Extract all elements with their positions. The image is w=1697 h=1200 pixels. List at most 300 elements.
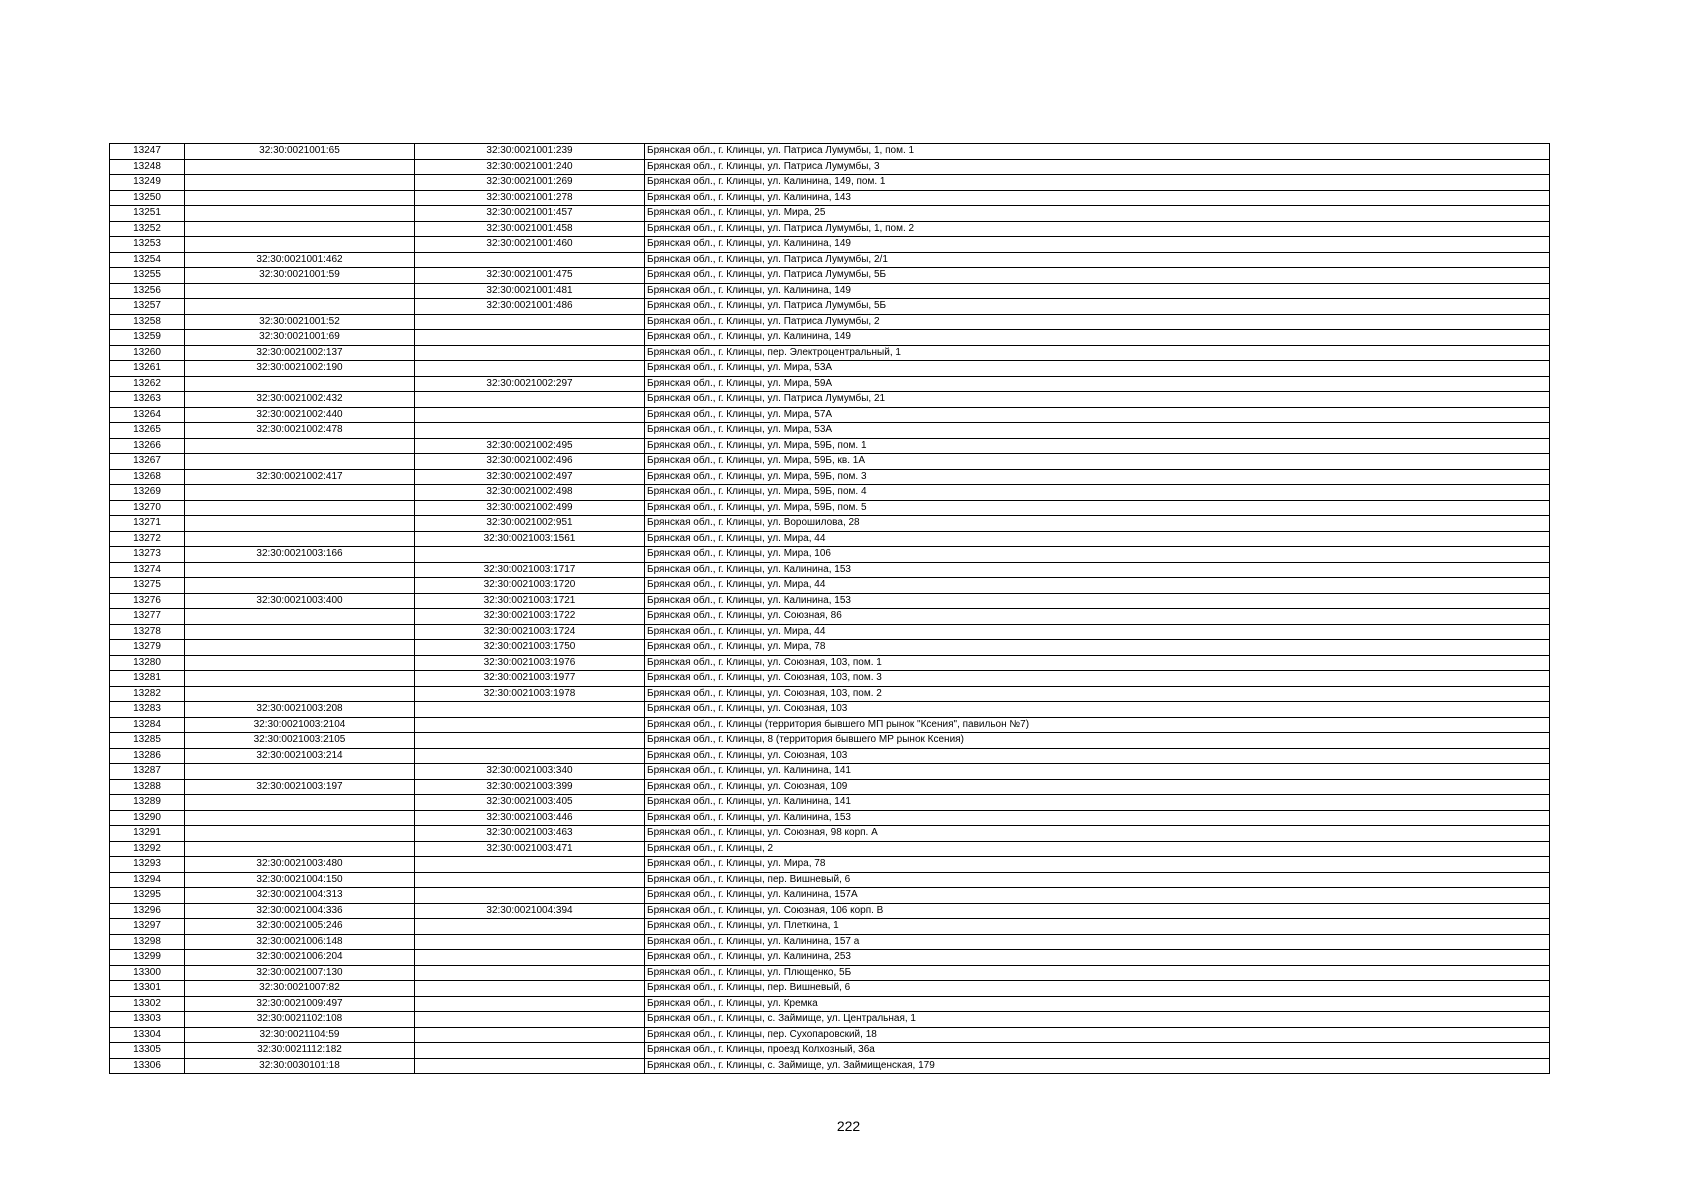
table-row xyxy=(110,500,1550,516)
row-number-cell: 13251 xyxy=(110,206,185,222)
table-row xyxy=(110,175,1550,191)
table-row xyxy=(110,702,1550,718)
object-cadastral-number-cell: 32:30:0021001:475 xyxy=(415,268,645,284)
table-row xyxy=(110,671,1550,687)
object-cadastral-number-cell: 32:30:0021003:399 xyxy=(415,779,645,795)
object-cadastral-number-cell xyxy=(415,996,645,1012)
address-cell: Брянская обл., г. Клинцы, ул. Мира, 59А xyxy=(645,376,1550,392)
cadastral-number-cell xyxy=(185,810,415,826)
row-number-cell: 13247 xyxy=(110,144,185,160)
address-cell: Брянская обл., г. Клинцы, ул. Мира, 106 xyxy=(645,547,1550,563)
cadastral-number-cell xyxy=(185,221,415,237)
table-row xyxy=(110,469,1550,485)
object-cadastral-number-cell xyxy=(415,888,645,904)
object-cadastral-number-cell: 32:30:0021003:1750 xyxy=(415,640,645,656)
address-cell: Брянская обл., г. Клинцы, ул. Калинина, 153 xyxy=(645,810,1550,826)
cadastral-number-cell: 32:30:0021001:52 xyxy=(185,314,415,330)
address-cell: Брянская обл., г. Клинцы, ул. Калинина, 157 а xyxy=(645,934,1550,950)
table-row xyxy=(110,144,1550,160)
cadastral-number-cell xyxy=(185,671,415,687)
table-row xyxy=(110,686,1550,702)
cadastral-number-cell xyxy=(185,485,415,501)
address-cell: Брянская обл., г. Клинцы, ул. Патриса Лумумбы, 2/1 xyxy=(645,252,1550,268)
address-cell: Брянская обл., г. Клинцы, ул. Мира, 59Б, кв. 1А xyxy=(645,454,1550,470)
cadastral-number-cell xyxy=(185,500,415,516)
object-cadastral-number-cell xyxy=(415,330,645,346)
cadastral-number-cell xyxy=(185,795,415,811)
cadastral-number-cell: 32:30:0021003:2105 xyxy=(185,733,415,749)
table-row xyxy=(110,252,1550,268)
row-number-cell: 13300 xyxy=(110,965,185,981)
cadastral-number-cell xyxy=(185,516,415,532)
cadastral-number-cell: 32:30:0021004:150 xyxy=(185,872,415,888)
object-cadastral-number-cell: 32:30:0021001:457 xyxy=(415,206,645,222)
row-number-cell: 13264 xyxy=(110,407,185,423)
cadastral-number-cell: 32:30:0021003:197 xyxy=(185,779,415,795)
cadastral-number-cell: 32:30:0021006:148 xyxy=(185,934,415,950)
object-cadastral-number-cell xyxy=(415,950,645,966)
object-cadastral-number-cell: 32:30:0021002:498 xyxy=(415,485,645,501)
address-cell: Брянская обл., г. Клинцы, ул. Мира, 44 xyxy=(645,578,1550,594)
object-cadastral-number-cell xyxy=(415,934,645,950)
row-number-cell: 13283 xyxy=(110,702,185,718)
table-row xyxy=(110,640,1550,656)
object-cadastral-number-cell xyxy=(415,748,645,764)
row-number-cell: 13285 xyxy=(110,733,185,749)
cadastral-number-cell: 32:30:0021004:313 xyxy=(185,888,415,904)
object-cadastral-number-cell xyxy=(415,981,645,997)
row-number-cell: 13282 xyxy=(110,686,185,702)
table-row xyxy=(110,810,1550,826)
row-number-cell: 13269 xyxy=(110,485,185,501)
object-cadastral-number-cell: 32:30:0021003:1561 xyxy=(415,531,645,547)
address-cell: Брянская обл., г. Клинцы (территория бывшего МП рынок "Ксения", павильон №7) xyxy=(645,717,1550,733)
row-number-cell: 13294 xyxy=(110,872,185,888)
object-cadastral-number-cell: 32:30:0021003:1722 xyxy=(415,609,645,625)
address-cell: Брянская обл., г. Клинцы, ул. Союзная, 109 xyxy=(645,779,1550,795)
cadastral-number-cell xyxy=(185,624,415,640)
object-cadastral-number-cell: 32:30:0021003:1724 xyxy=(415,624,645,640)
address-cell: Брянская обл., г. Клинцы, ул. Патриса Лумумбы, 1, пом. 1 xyxy=(645,144,1550,160)
row-number-cell: 13291 xyxy=(110,826,185,842)
address-cell: Брянская обл., г. Клинцы, ул. Патриса Лумумбы, 5Б xyxy=(645,299,1550,315)
row-number-cell: 13287 xyxy=(110,764,185,780)
cadastral-number-cell: 32:30:0021003:400 xyxy=(185,593,415,609)
row-number-cell: 13271 xyxy=(110,516,185,532)
address-cell: Брянская обл., г. Клинцы, ул. Калинина, 141 xyxy=(645,764,1550,780)
object-cadastral-number-cell xyxy=(415,1012,645,1028)
cadastral-number-cell: 32:30:0021002:190 xyxy=(185,361,415,377)
row-number-cell: 13255 xyxy=(110,268,185,284)
object-cadastral-number-cell: 32:30:0021001:486 xyxy=(415,299,645,315)
cadastral-number-cell xyxy=(185,841,415,857)
row-number-cell: 13273 xyxy=(110,547,185,563)
row-number-cell: 13260 xyxy=(110,345,185,361)
address-cell: Брянская обл., г. Клинцы, пер. Сухопаровский, 18 xyxy=(645,1027,1550,1043)
object-cadastral-number-cell: 32:30:0021003:1978 xyxy=(415,686,645,702)
cadastral-number-cell: 32:30:0021001:65 xyxy=(185,144,415,160)
address-cell: Брянская обл., г. Клинцы, ул. Калинина, 141 xyxy=(645,795,1550,811)
cadastral-number-cell xyxy=(185,299,415,315)
object-cadastral-number-cell: 32:30:0021002:495 xyxy=(415,438,645,454)
table-row xyxy=(110,531,1550,547)
object-cadastral-number-cell: 32:30:0021003:1721 xyxy=(415,593,645,609)
row-number-cell: 13293 xyxy=(110,857,185,873)
object-cadastral-number-cell xyxy=(415,733,645,749)
address-cell: Брянская обл., г. Клинцы, ул. Мира, 78 xyxy=(645,640,1550,656)
cadastral-number-cell xyxy=(185,175,415,191)
row-number-cell: 13297 xyxy=(110,919,185,935)
table-row xyxy=(110,717,1550,733)
address-cell: Брянская обл., г. Клинцы, пер. Электроцентральный, 1 xyxy=(645,345,1550,361)
table-row xyxy=(110,841,1550,857)
row-number-cell: 13258 xyxy=(110,314,185,330)
object-cadastral-number-cell: 32:30:0021001:278 xyxy=(415,190,645,206)
row-number-cell: 13292 xyxy=(110,841,185,857)
address-cell: Брянская обл., г. Клинцы, ул. Мира, 25 xyxy=(645,206,1550,222)
cadastral-number-cell: 32:30:0021002:417 xyxy=(185,469,415,485)
table-row xyxy=(110,361,1550,377)
row-number-cell: 13299 xyxy=(110,950,185,966)
cadastral-number-cell: 32:30:0021102:108 xyxy=(185,1012,415,1028)
address-cell: Брянская обл., г. Клинцы, ул. Калинина, 153 xyxy=(645,562,1550,578)
table-row xyxy=(110,485,1550,501)
object-cadastral-number-cell: 32:30:0021001:481 xyxy=(415,283,645,299)
table-row xyxy=(110,934,1550,950)
cadastral-number-cell: 32:30:0021002:440 xyxy=(185,407,415,423)
address-cell: Брянская обл., г. Клинцы, ул. Мира, 44 xyxy=(645,531,1550,547)
address-cell: Брянская обл., г. Клинцы, ул. Мира, 53А xyxy=(645,361,1550,377)
object-cadastral-number-cell: 32:30:0021001:458 xyxy=(415,221,645,237)
table-row xyxy=(110,748,1550,764)
address-cell: Брянская обл., г. Клинцы, ул. Союзная, 103, пом. 3 xyxy=(645,671,1550,687)
table-row xyxy=(110,950,1550,966)
object-cadastral-number-cell xyxy=(415,407,645,423)
cadastral-number-cell: 32:30:0021001:59 xyxy=(185,268,415,284)
object-cadastral-number-cell xyxy=(415,1058,645,1074)
table-row xyxy=(110,392,1550,408)
cadastral-number-cell: 32:30:0021005:246 xyxy=(185,919,415,935)
address-cell: Брянская обл., г. Клинцы, ул. Союзная, 98 корп. А xyxy=(645,826,1550,842)
table-row xyxy=(110,981,1550,997)
page-number: 222 xyxy=(836,1118,861,1134)
cadastral-number-cell xyxy=(185,283,415,299)
object-cadastral-number-cell: 32:30:0021003:340 xyxy=(415,764,645,780)
table-row xyxy=(110,206,1550,222)
table-row xyxy=(110,795,1550,811)
object-cadastral-number-cell: 32:30:0021002:297 xyxy=(415,376,645,392)
row-number-cell: 13295 xyxy=(110,888,185,904)
table-row xyxy=(110,903,1550,919)
table-row xyxy=(110,407,1550,423)
table-row xyxy=(110,826,1550,842)
cadastral-number-cell: 32:30:0021003:166 xyxy=(185,547,415,563)
row-number-cell: 13254 xyxy=(110,252,185,268)
object-cadastral-number-cell: 32:30:0021001:239 xyxy=(415,144,645,160)
row-number-cell: 13290 xyxy=(110,810,185,826)
table-row xyxy=(110,516,1550,532)
row-number-cell: 13302 xyxy=(110,996,185,1012)
table-row xyxy=(110,609,1550,625)
object-cadastral-number-cell: 32:30:0021001:460 xyxy=(415,237,645,253)
table-row xyxy=(110,159,1550,175)
address-cell: Брянская обл., г. Клинцы, ул. Калинина, 149 xyxy=(645,283,1550,299)
address-cell: Брянская обл., г. Клинцы, ул. Патриса Лумумбы, 3 xyxy=(645,159,1550,175)
object-cadastral-number-cell xyxy=(415,1027,645,1043)
table-row xyxy=(110,1012,1550,1028)
address-cell: Брянская обл., г. Клинцы, ул. Союзная, 103 xyxy=(645,702,1550,718)
address-cell: Брянская обл., г. Клинцы, ул. Патриса Лумумбы, 1, пом. 2 xyxy=(645,221,1550,237)
object-cadastral-number-cell xyxy=(415,965,645,981)
row-number-cell: 13277 xyxy=(110,609,185,625)
cadastral-number-cell xyxy=(185,826,415,842)
address-cell: Брянская обл., г. Клинцы, ул. Союзная, 103, пом. 2 xyxy=(645,686,1550,702)
address-cell: Брянская обл., г. Клинцы, 8 (территория бывшего МР рынок Ксения) xyxy=(645,733,1550,749)
row-number-cell: 13250 xyxy=(110,190,185,206)
address-cell: Брянская обл., г. Клинцы, ул. Союзная, 106 корп. В xyxy=(645,903,1550,919)
address-cell: Брянская обл., г. Клинцы, ул. Патриса Лумумбы, 21 xyxy=(645,392,1550,408)
object-cadastral-number-cell xyxy=(415,361,645,377)
address-cell: Брянская обл., г. Клинцы, ул. Патриса Лумумбы, 2 xyxy=(645,314,1550,330)
object-cadastral-number-cell: 32:30:0021002:951 xyxy=(415,516,645,532)
object-cadastral-number-cell: 32:30:0021001:240 xyxy=(415,159,645,175)
address-cell: Брянская обл., г. Клинцы, ул. Мира, 59Б, пом. 1 xyxy=(645,438,1550,454)
address-cell: Брянская обл., г. Клинцы, ул. Союзная, 86 xyxy=(645,609,1550,625)
cadastral-number-cell xyxy=(185,764,415,780)
row-number-cell: 13303 xyxy=(110,1012,185,1028)
table-row xyxy=(110,996,1550,1012)
table-row xyxy=(110,283,1550,299)
table-row xyxy=(110,376,1550,392)
row-number-cell: 13286 xyxy=(110,748,185,764)
address-cell: Брянская обл., г. Клинцы, ул. Ворошилова, 28 xyxy=(645,516,1550,532)
row-number-cell: 13305 xyxy=(110,1043,185,1059)
address-cell: Брянская обл., г. Клинцы, ул. Калинина, 157А xyxy=(645,888,1550,904)
object-cadastral-number-cell xyxy=(415,314,645,330)
cadastral-number-cell xyxy=(185,159,415,175)
cadastral-number-cell: 32:30:0021004:336 xyxy=(185,903,415,919)
cadastral-number-cell xyxy=(185,562,415,578)
object-cadastral-number-cell: 32:30:0021003:1976 xyxy=(415,655,645,671)
row-number-cell: 13256 xyxy=(110,283,185,299)
table-row xyxy=(110,1043,1550,1059)
address-cell: Брянская обл., г. Клинцы, пер. Вишневый, 6 xyxy=(645,872,1550,888)
row-number-cell: 13270 xyxy=(110,500,185,516)
cadastral-number-cell: 32:30:0021003:480 xyxy=(185,857,415,873)
table-row xyxy=(110,965,1550,981)
table-row xyxy=(110,345,1550,361)
address-cell: Брянская обл., г. Клинцы, ул. Мира, 59Б, пом. 5 xyxy=(645,500,1550,516)
table-row xyxy=(110,779,1550,795)
property-register-table xyxy=(109,143,1550,1074)
row-number-cell: 13284 xyxy=(110,717,185,733)
address-cell: Брянская обл., г. Клинцы, ул. Калинина, 149 xyxy=(645,330,1550,346)
row-number-cell: 13289 xyxy=(110,795,185,811)
address-cell: Брянская обл., г. Клинцы, ул. Калинина, 149 xyxy=(645,237,1550,253)
row-number-cell: 13262 xyxy=(110,376,185,392)
row-number-cell: 13279 xyxy=(110,640,185,656)
cadastral-number-cell: 32:30:0021006:204 xyxy=(185,950,415,966)
object-cadastral-number-cell: 32:30:0021003:1717 xyxy=(415,562,645,578)
address-cell: Брянская обл., г. Клинцы, пер. Вишневый, 6 xyxy=(645,981,1550,997)
table-row xyxy=(110,857,1550,873)
object-cadastral-number-cell xyxy=(415,702,645,718)
row-number-cell: 13306 xyxy=(110,1058,185,1074)
table-row xyxy=(110,1027,1550,1043)
table-row xyxy=(110,268,1550,284)
cadastral-number-cell xyxy=(185,454,415,470)
object-cadastral-number-cell: 32:30:0021003:1977 xyxy=(415,671,645,687)
row-number-cell: 13304 xyxy=(110,1027,185,1043)
object-cadastral-number-cell: 32:30:0021002:497 xyxy=(415,469,645,485)
cadastral-number-cell: 32:30:0030101:18 xyxy=(185,1058,415,1074)
row-number-cell: 13248 xyxy=(110,159,185,175)
address-cell: Брянская обл., г. Клинцы, ул. Союзная, 103 xyxy=(645,748,1550,764)
address-cell: Брянская обл., г. Клинцы, ул. Мира, 53А xyxy=(645,423,1550,439)
row-number-cell: 13257 xyxy=(110,299,185,315)
row-number-cell: 13261 xyxy=(110,361,185,377)
cadastral-number-cell: 32:30:0021002:137 xyxy=(185,345,415,361)
cadastral-number-cell xyxy=(185,640,415,656)
object-cadastral-number-cell xyxy=(415,547,645,563)
address-cell: Брянская обл., г. Клинцы, ул. Мира, 78 xyxy=(645,857,1550,873)
address-cell: Брянская обл., г. Клинцы, ул. Кремка xyxy=(645,996,1550,1012)
address-cell: Брянская обл., г. Клинцы, ул. Калинина, 153 xyxy=(645,593,1550,609)
object-cadastral-number-cell xyxy=(415,857,645,873)
table-row xyxy=(110,221,1550,237)
table-row xyxy=(110,764,1550,780)
row-number-cell: 13268 xyxy=(110,469,185,485)
address-cell: Брянская обл., г. Клинцы, ул. Мира, 59Б, пом. 4 xyxy=(645,485,1550,501)
row-number-cell: 13274 xyxy=(110,562,185,578)
table-row xyxy=(110,454,1550,470)
table-row xyxy=(110,423,1550,439)
row-number-cell: 13301 xyxy=(110,981,185,997)
address-cell: Брянская обл., г. Клинцы, ул. Калинина, 253 xyxy=(645,950,1550,966)
address-cell: Брянская обл., г. Клинцы, ул. Калинина, 143 xyxy=(645,190,1550,206)
object-cadastral-number-cell: 32:30:0021003:471 xyxy=(415,841,645,857)
object-cadastral-number-cell xyxy=(415,919,645,935)
cadastral-number-cell: 32:30:0021002:478 xyxy=(185,423,415,439)
object-cadastral-number-cell: 32:30:0021003:446 xyxy=(415,810,645,826)
table-row xyxy=(110,1058,1550,1074)
cadastral-number-cell xyxy=(185,438,415,454)
cadastral-number-cell xyxy=(185,237,415,253)
object-cadastral-number-cell xyxy=(415,423,645,439)
address-cell: Брянская обл., г. Клинцы, ул. Плеткина, 1 xyxy=(645,919,1550,935)
cadastral-number-cell xyxy=(185,578,415,594)
row-number-cell: 13263 xyxy=(110,392,185,408)
row-number-cell: 13288 xyxy=(110,779,185,795)
table-row xyxy=(110,872,1550,888)
cadastral-number-cell: 32:30:0021112:182 xyxy=(185,1043,415,1059)
object-cadastral-number-cell: 32:30:0021003:1720 xyxy=(415,578,645,594)
address-cell: Брянская обл., г. Клинцы, ул. Патриса Лумумбы, 5Б xyxy=(645,268,1550,284)
cadastral-number-cell: 32:30:0021001:69 xyxy=(185,330,415,346)
table-row xyxy=(110,190,1550,206)
object-cadastral-number-cell xyxy=(415,392,645,408)
cadastral-number-cell: 32:30:0021001:462 xyxy=(185,252,415,268)
row-number-cell: 13249 xyxy=(110,175,185,191)
table-body xyxy=(110,144,1550,1074)
table-row xyxy=(110,919,1550,935)
cadastral-number-cell: 32:30:0021009:497 xyxy=(185,996,415,1012)
table-row xyxy=(110,655,1550,671)
table-row xyxy=(110,888,1550,904)
table-row xyxy=(110,578,1550,594)
row-number-cell: 13259 xyxy=(110,330,185,346)
address-cell: Брянская обл., г. Клинцы, ул. Плющенко, 5Б xyxy=(645,965,1550,981)
row-number-cell: 13265 xyxy=(110,423,185,439)
table-row xyxy=(110,733,1550,749)
object-cadastral-number-cell: 32:30:0021003:405 xyxy=(415,795,645,811)
table-row xyxy=(110,330,1550,346)
object-cadastral-number-cell: 32:30:0021002:496 xyxy=(415,454,645,470)
row-number-cell: 13276 xyxy=(110,593,185,609)
cadastral-number-cell: 32:30:0021003:214 xyxy=(185,748,415,764)
address-cell: Брянская обл., г. Клинцы, 2 xyxy=(645,841,1550,857)
row-number-cell: 13266 xyxy=(110,438,185,454)
object-cadastral-number-cell xyxy=(415,717,645,733)
object-cadastral-number-cell: 32:30:0021004:394 xyxy=(415,903,645,919)
row-number-cell: 13281 xyxy=(110,671,185,687)
row-number-cell: 13296 xyxy=(110,903,185,919)
address-cell: Брянская обл., г. Клинцы, ул. Мира, 44 xyxy=(645,624,1550,640)
table-row xyxy=(110,624,1550,640)
object-cadastral-number-cell: 32:30:0021001:269 xyxy=(415,175,645,191)
address-cell: Брянская обл., г. Клинцы, с. Займище, ул. Займищенская, 179 xyxy=(645,1058,1550,1074)
cadastral-number-cell xyxy=(185,376,415,392)
cadastral-number-cell xyxy=(185,686,415,702)
cadastral-number-cell xyxy=(185,206,415,222)
address-cell: Брянская обл., г. Клинцы, ул. Калинина, 149, пом. 1 xyxy=(645,175,1550,191)
cadastral-number-cell: 32:30:0021003:208 xyxy=(185,702,415,718)
address-cell: Брянская обл., г. Клинцы, ул. Мира, 57А xyxy=(645,407,1550,423)
row-number-cell: 13267 xyxy=(110,454,185,470)
cadastral-number-cell xyxy=(185,190,415,206)
table-row xyxy=(110,299,1550,315)
cadastral-number-cell: 32:30:0021007:130 xyxy=(185,965,415,981)
object-cadastral-number-cell: 32:30:0021003:463 xyxy=(415,826,645,842)
row-number-cell: 13278 xyxy=(110,624,185,640)
object-cadastral-number-cell: 32:30:0021002:499 xyxy=(415,500,645,516)
object-cadastral-number-cell xyxy=(415,1043,645,1059)
cadastral-number-cell: 32:30:0021007:82 xyxy=(185,981,415,997)
cadastral-number-cell xyxy=(185,531,415,547)
address-cell: Брянская обл., г. Клинцы, с. Займище, ул. Центральная, 1 xyxy=(645,1012,1550,1028)
row-number-cell: 13298 xyxy=(110,934,185,950)
cadastral-number-cell xyxy=(185,609,415,625)
table-row xyxy=(110,547,1550,563)
cadastral-number-cell: 32:30:0021002:432 xyxy=(185,392,415,408)
row-number-cell: 13252 xyxy=(110,221,185,237)
address-cell: Брянская обл., г. Клинцы, ул. Союзная, 103, пом. 1 xyxy=(645,655,1550,671)
cadastral-number-cell: 32:30:0021003:2104 xyxy=(185,717,415,733)
cadastral-number-cell: 32:30:0021104:59 xyxy=(185,1027,415,1043)
table-row xyxy=(110,562,1550,578)
object-cadastral-number-cell xyxy=(415,872,645,888)
address-cell: Брянская обл., г. Клинцы, проезд Колхозный, 36а xyxy=(645,1043,1550,1059)
table-row xyxy=(110,314,1550,330)
row-number-cell: 13280 xyxy=(110,655,185,671)
row-number-cell: 13275 xyxy=(110,578,185,594)
table-row xyxy=(110,593,1550,609)
object-cadastral-number-cell xyxy=(415,345,645,361)
address-cell: Брянская обл., г. Клинцы, ул. Мира, 59Б, пом. 3 xyxy=(645,469,1550,485)
row-number-cell: 13272 xyxy=(110,531,185,547)
row-number-cell: 13253 xyxy=(110,237,185,253)
cadastral-number-cell xyxy=(185,655,415,671)
